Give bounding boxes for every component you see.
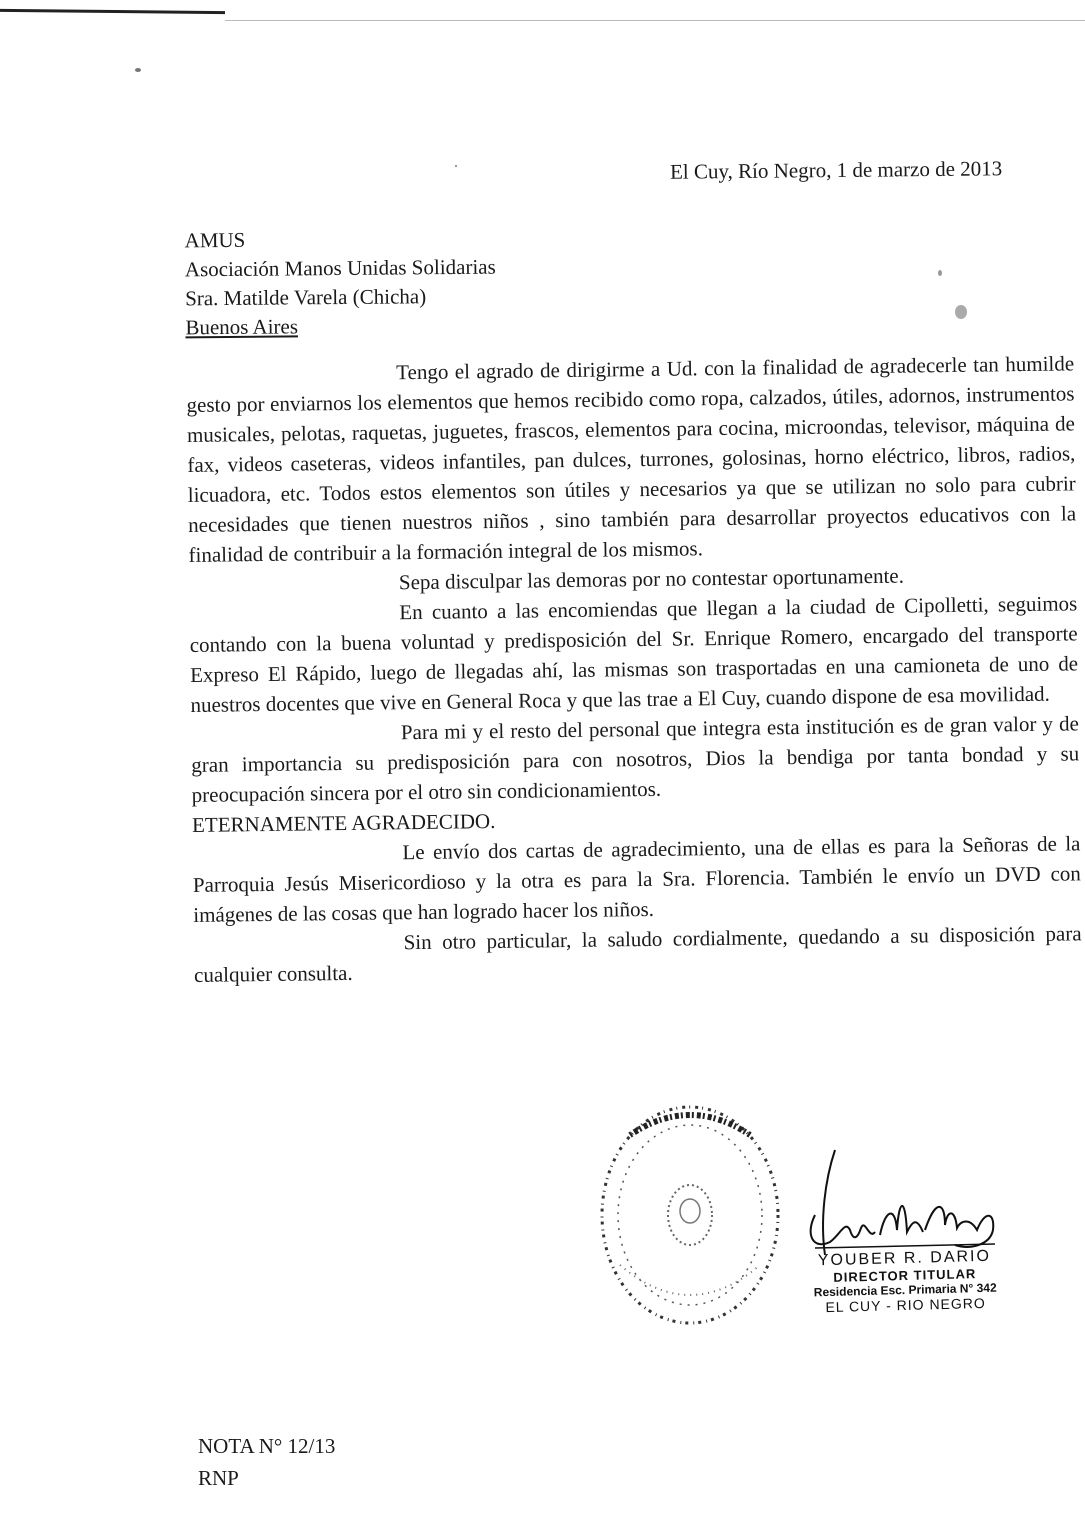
signer-school: Residencia Esc. Primaria N° 342 xyxy=(813,1280,997,1300)
signer-name: YOUBER R. DARIO xyxy=(817,1247,992,1270)
note-reference xyxy=(198,1430,335,1494)
scan-speck xyxy=(938,270,942,276)
recipient-organization: Asociación Manos Unidas Solidarias xyxy=(184,254,496,282)
recipient-block xyxy=(184,224,496,343)
note-number: NOTA N° 12/13 xyxy=(198,1434,336,1458)
recipient-acronym: AMUS xyxy=(184,227,246,253)
paragraph-thanks: Tengo el agrado de dirigirme a Ud. con la finalidad de agradecerle tan humilde gesto por enviarnos los elementos que hemos recibido como ropa, calzados, útiles, adornos, instrumentos musicales, pelotas, raquetas, juguetes, frascos, elementos para cocina, microondas, televisor, máquina de fax, videos caseteras, videos infantiles, pan dulces, turrones, golosinas, horno eléctrico, libros, radios, licuadora, etc. Todos estos elementos son útiles y necesarios ya que se utilizan no solo para cubrir necesidades que tienen nuestros niños , sino también para desarrollar proyectos educativos con la finalidad de contribuir a la formación integral de los mismos. xyxy=(186,351,1077,567)
author-initials: RNP xyxy=(198,1466,239,1490)
gratitude-emphasis: ETERNAMENTE AGRADECIDO. xyxy=(191,808,496,837)
scan-speck xyxy=(455,165,457,167)
signer-location: EL CUY - RIO NEGRO xyxy=(825,1294,986,1316)
official-seal-stamp xyxy=(590,1095,790,1335)
scan-edge-line xyxy=(0,9,225,14)
paragraph-apology: Sepa disculpar las demoras por no contestar oportunamente. xyxy=(398,563,905,595)
recipient-person: Sra. Matilde Varela (Chicha) xyxy=(185,284,427,311)
paragraph-shipments: En cuanto a las encomiendas que llegan a la ciudad de Cipolletti, seguimos contando con la buena voluntad y predisposición del Sr. Enrique Romero, encargado del transporte Expreso El Rápido, luego de llegadas ahí, las mismas son trasportadas en una camioneta de uno de nuestros docentes que vive en General Roca y que las trae a El Cuy, cuando dispone de esa movilidad. xyxy=(189,591,1079,717)
scan-edge-line-faint xyxy=(225,20,1085,21)
letter-body xyxy=(186,348,1082,990)
paragraph-enclosures: Le envío dos cartas de agradecimiento, una de ellas es para la Señoras de la Parroquia Jesús Misericordioso y la otra es para la Sra. Florencia. También le envío un DVD con imágenes de las cosas que han logrado hacer los niños. xyxy=(192,831,1081,927)
scan-speck xyxy=(135,68,141,72)
recipient-city: Buenos Aires xyxy=(185,314,299,340)
paragraph-gratitude: Para mi y el resto del personal que integra esta institución es de gran valor y de gran importancia su predisposición para con nosotros, Dios la bendiga por tanta bondad y su preocupación sincera por el otro sin condicionamientos. xyxy=(191,711,1080,807)
scan-speck xyxy=(955,305,967,319)
paragraph-closing: Sin otro particular, la saludo cordialmente, quedando a su disposición para cualquier consulta. xyxy=(193,921,1082,987)
signature-stamp xyxy=(784,1247,1026,1316)
signer-role: DIRECTOR TITULAR xyxy=(833,1266,977,1285)
date-line: El Cuy, Río Negro, 1 de marzo de 2013 xyxy=(669,156,1003,184)
